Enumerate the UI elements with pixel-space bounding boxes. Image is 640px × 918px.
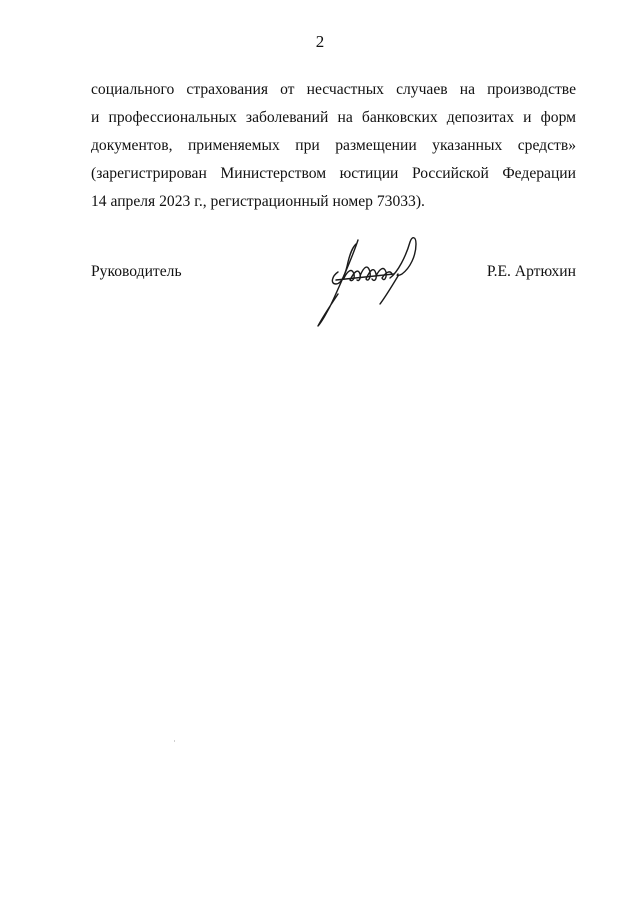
scan-speck xyxy=(174,740,175,742)
page-number: 2 xyxy=(315,32,325,51)
paragraph-line: (зарегистрирован Министерством юстиции Российской Федерации xyxy=(91,165,576,182)
paragraph-line: документов, применяемых при размещении указанных средств» xyxy=(91,137,576,154)
paragraph-line: и профессиональных заболеваний на банковских депозитах и форм xyxy=(91,109,576,126)
paragraph-line: социального страхования от несчастных случаев на производстве xyxy=(91,81,576,98)
paragraph-line: 14 апреля 2023 г., регистрационный номер 73033). xyxy=(91,193,425,210)
handwritten-signature xyxy=(314,232,422,328)
signer-name: Р.Е. Артюхин xyxy=(486,263,576,280)
body-paragraph xyxy=(91,76,576,216)
signatory-role: Руководитель xyxy=(91,263,182,280)
